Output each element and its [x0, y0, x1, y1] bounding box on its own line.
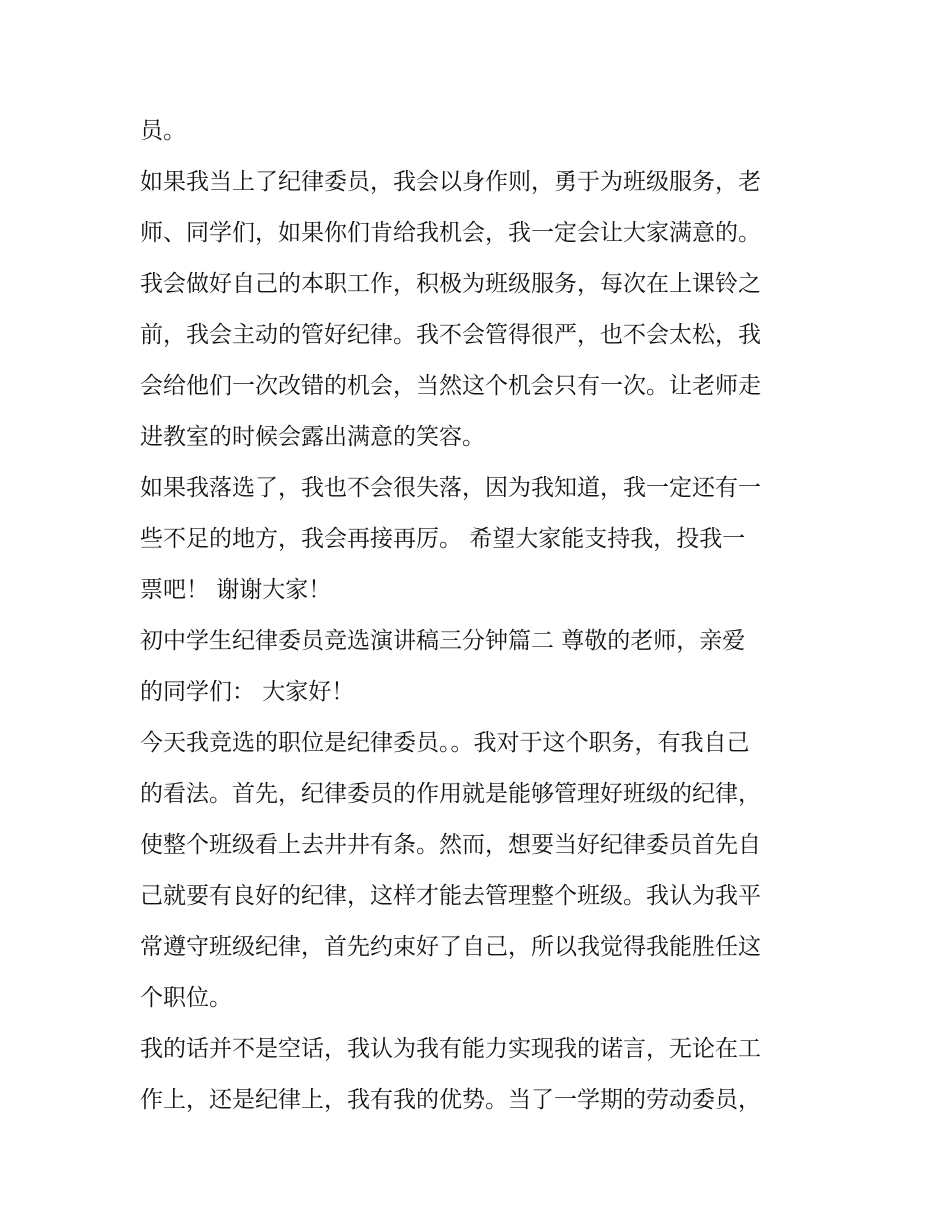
text-line: 进教室的时候会露出满意的笑容。 [140, 424, 485, 450]
text-line: 我的话并不是空话，我认为我有能力实现我的诺言，无论在工 [140, 1036, 761, 1062]
speech-text-body [140, 106, 820, 1126]
text-line: 如果我落选了，我也不会很失落，因为我知道，我一定还有一 [140, 475, 761, 501]
text-line: 师、同学们，如果你们肯给我机会，我一定会让大家满意的。 [140, 220, 761, 246]
text-line: 会给他们一次改错的机会，当然这个机会只有一次。让老师走 [140, 373, 761, 399]
section-heading-line: 初中学生纪律委员竞选演讲稿三分钟篇二 尊敬的老师，亲爱 [140, 628, 746, 654]
text-line: 常遵守班级纪律，首先约束好了自己，所以我觉得我能胜任这 [140, 934, 761, 960]
text-line: 作上，还是纪律上，我有我的优势。当了一学期的劳动委员， [140, 1087, 761, 1113]
text-line: 些不足的地方，我会再接再厉。 希望大家能支持我，投我一 [140, 526, 746, 552]
text-line: 今天我竞选的职位是纪律委员。。我对于这个职务，有我自己 [140, 730, 750, 756]
text-line: 使整个班级看上去井井有条。然而，想要当好纪律委员首先自 [140, 832, 761, 858]
text-line: 己就要有良好的纪律，这样才能去管理整个班级。我认为我平 [140, 883, 761, 909]
text-line: 个职位。 [140, 985, 232, 1011]
text-line: 我会做好自己的本职工作，积极为班级服务，每次在上课铃之 [140, 271, 761, 297]
text-line: 员。 [140, 118, 186, 144]
text-line: 的看法。首先，纪律委员的作用就是能够管理好班级的纪律， [140, 781, 761, 807]
text-line: 如果我当上了纪律委员，我会以身作则，勇于为班级服务，老 [140, 169, 761, 195]
text-line: 的同学们： 大家好！ [140, 679, 355, 705]
text-line: 前，我会主动的管好纪律。我不会管得很严，也不会太松，我 [140, 322, 761, 348]
text-line: 票吧！ 谢谢大家！ [140, 577, 332, 603]
